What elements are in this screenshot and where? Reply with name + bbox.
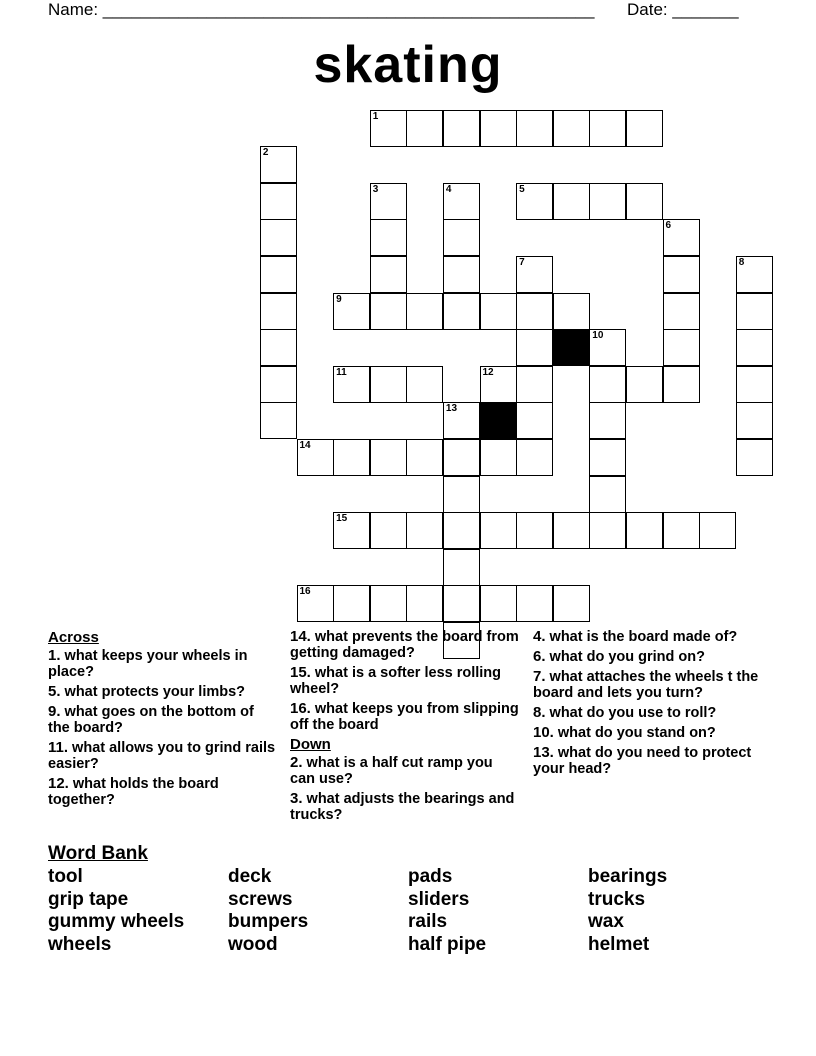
- clue-number-label: 13.: [533, 744, 554, 761]
- grid-cell[interactable]: [589, 366, 626, 403]
- grid-cell[interactable]: [370, 366, 407, 403]
- black-cell: [553, 329, 590, 366]
- grid-cell[interactable]: [589, 402, 626, 439]
- grid-cell[interactable]: [516, 293, 553, 330]
- clue: [533, 649, 773, 665]
- grid-cell[interactable]: [297, 439, 334, 476]
- grid-cell[interactable]: [589, 476, 626, 513]
- clue-number-label: 5.: [48, 683, 61, 700]
- grid-cell[interactable]: [443, 439, 480, 476]
- word-bank-item: grip tape: [48, 888, 129, 910]
- grid-cell[interactable]: [370, 219, 407, 256]
- grid-cell[interactable]: [260, 402, 297, 439]
- grid-cell[interactable]: [260, 146, 297, 183]
- clue-text: what do you stand on?: [553, 725, 716, 741]
- clue-text: what adjusts the bearings and trucks?: [290, 791, 515, 823]
- grid-cell[interactable]: [443, 293, 480, 330]
- clue-number: 2: [262, 147, 269, 159]
- grid-cell[interactable]: [406, 512, 443, 549]
- grid-cell[interactable]: [553, 183, 590, 220]
- grid-cell[interactable]: [443, 512, 480, 549]
- clue-number: 3: [372, 183, 379, 195]
- clue-text: what protects your limbs?: [60, 684, 246, 700]
- clue-text: what holds the board together?: [48, 776, 219, 808]
- grid-cell[interactable]: [663, 293, 700, 330]
- clue-number-label: 10.: [533, 724, 554, 741]
- grid-cell[interactable]: [480, 293, 517, 330]
- grid-cell[interactable]: [370, 110, 407, 147]
- clue-text: what is a half cut ramp you can use?: [290, 755, 493, 787]
- grid-cell[interactable]: [260, 366, 297, 403]
- grid-cell[interactable]: [333, 366, 370, 403]
- grid-cell[interactable]: [516, 366, 553, 403]
- clue-number: 12: [482, 366, 494, 378]
- clue-number: 7: [519, 256, 525, 268]
- grid-cell[interactable]: [260, 293, 297, 330]
- grid-cell[interactable]: [553, 585, 590, 622]
- grid-cell[interactable]: [626, 110, 663, 147]
- grid-cell[interactable]: [260, 256, 297, 293]
- grid-cell[interactable]: [333, 512, 370, 549]
- grid-cell[interactable]: [406, 585, 443, 622]
- across-heading: Across: [48, 629, 99, 646]
- clue-number: 5: [519, 183, 525, 195]
- clue-text: what goes on the bottom of the board?: [48, 704, 254, 736]
- grid-cell[interactable]: [736, 402, 773, 439]
- clue-number-label: 8.: [533, 704, 546, 721]
- clue-number-label: 12.: [48, 775, 69, 792]
- clue: [290, 665, 520, 697]
- grid-cell[interactable]: [443, 219, 480, 256]
- grid-cell[interactable]: [663, 512, 700, 549]
- grid-cell[interactable]: [663, 329, 700, 366]
- clue: [48, 704, 278, 736]
- word-bank-item: sliders: [408, 888, 470, 910]
- clue-text: what prevents the board from getting damaged?: [290, 629, 519, 661]
- grid-cell[interactable]: [370, 293, 407, 330]
- grid-cell[interactable]: [736, 256, 773, 293]
- grid-cell[interactable]: [626, 512, 663, 549]
- clue-number: 13: [445, 403, 458, 415]
- grid-cell[interactable]: [663, 256, 700, 293]
- grid-cell[interactable]: [626, 366, 663, 403]
- grid-cell[interactable]: [260, 219, 297, 256]
- clues-column-2: [290, 627, 520, 827]
- grid-cell[interactable]: [516, 329, 553, 366]
- clue-number-label: 11.: [48, 739, 69, 756]
- clue: [533, 745, 773, 777]
- name-line: Name: ____________________________________________________: [48, 0, 595, 19]
- grid-cell[interactable]: [443, 402, 480, 439]
- grid-cell[interactable]: [553, 110, 590, 147]
- word-bank-item: gummy wheels: [48, 911, 185, 933]
- date-line: Date: _______: [627, 0, 739, 19]
- clue: [290, 701, 520, 733]
- clue-text: what do you use to roll?: [545, 705, 717, 721]
- grid-cell[interactable]: [516, 402, 553, 439]
- clue: [533, 705, 773, 721]
- grid-cell[interactable]: [370, 439, 407, 476]
- word-bank-item: trucks: [588, 888, 646, 910]
- clue: [48, 776, 278, 808]
- clue-number: 14: [299, 439, 311, 451]
- word-bank-item: wheels: [48, 934, 112, 956]
- word-bank-item: wood: [228, 934, 278, 956]
- grid-cell[interactable]: [406, 110, 443, 147]
- grid-cell[interactable]: [553, 512, 590, 549]
- grid-cell[interactable]: [516, 512, 553, 549]
- word-bank-item: pads: [408, 866, 453, 887]
- clue-number: 6: [665, 220, 672, 232]
- grid-cell[interactable]: [589, 329, 626, 366]
- clue-number-label: 15.: [290, 664, 311, 681]
- grid-cell[interactable]: [553, 293, 590, 330]
- word-bank-item: deck: [228, 866, 272, 887]
- grid-cell[interactable]: [406, 293, 443, 330]
- grid-cell[interactable]: [589, 183, 626, 220]
- clue-number: 10: [592, 330, 604, 342]
- clues-column-1: [48, 627, 278, 812]
- grid-cell[interactable]: [663, 219, 700, 256]
- clue-number-label: 16.: [290, 700, 311, 717]
- page-title: skating: [313, 36, 503, 94]
- grid-cell[interactable]: [736, 439, 773, 476]
- clue-number-label: 1.: [48, 647, 61, 664]
- clue-number: 16: [299, 586, 311, 598]
- clue-text: what is a softer less rolling wheel?: [290, 665, 502, 697]
- clue: [290, 629, 520, 661]
- grid-cell[interactable]: [333, 293, 370, 330]
- grid-cell[interactable]: [480, 439, 517, 476]
- clue-number-label: 7.: [533, 668, 546, 685]
- clue-number-label: 14.: [290, 628, 311, 645]
- clue-text: what is the board made of?: [545, 629, 738, 645]
- grid-cell[interactable]: [699, 512, 736, 549]
- clue-number: 1: [372, 110, 379, 122]
- clue: [48, 648, 278, 680]
- clue: [48, 740, 278, 772]
- clue-text: what keeps your wheels in place?: [48, 648, 248, 680]
- grid-cell[interactable]: [589, 439, 626, 476]
- word-bank-title: Word Bank: [48, 843, 148, 864]
- grid-cell[interactable]: [370, 256, 407, 293]
- grid-cell[interactable]: [370, 183, 407, 220]
- clue-number-label: 6.: [533, 648, 546, 665]
- word-bank-item: tool: [48, 866, 83, 887]
- clue: [290, 755, 520, 787]
- grid-cell[interactable]: [589, 110, 626, 147]
- grid-cell[interactable]: [443, 549, 480, 586]
- grid-cell[interactable]: [516, 110, 553, 147]
- clue: [533, 629, 773, 645]
- word-bank-item: helmet: [588, 934, 650, 956]
- clue-number-label: 3.: [290, 790, 303, 807]
- clue-text: what attaches the wheels t the board and lets you turn?: [533, 669, 759, 701]
- grid-cell[interactable]: [626, 183, 663, 220]
- grid-cell[interactable]: [663, 366, 700, 403]
- grid-cell[interactable]: [516, 585, 553, 622]
- clue-text: what keeps you from slipping off the board: [290, 701, 519, 733]
- grid-cell[interactable]: [736, 329, 773, 366]
- grid-cell[interactable]: [516, 256, 553, 293]
- grid-cell[interactable]: [443, 183, 480, 220]
- grid-cell[interactable]: [443, 110, 480, 147]
- word-bank-item: rails: [408, 911, 448, 933]
- clue-text: what allows you to grind rails easier?: [48, 740, 276, 772]
- clue-number: 8: [738, 256, 745, 268]
- clue-number-label: 2.: [290, 754, 303, 771]
- black-cell: [480, 402, 517, 439]
- clue-number-label: 9.: [48, 703, 61, 720]
- grid-cell[interactable]: [297, 585, 334, 622]
- clue-number-label: 4.: [533, 628, 546, 645]
- grid-cell[interactable]: [589, 512, 626, 549]
- clues-column-3: [533, 627, 773, 781]
- grid-cell[interactable]: [516, 183, 553, 220]
- grid-cell[interactable]: [406, 439, 443, 476]
- clue: [533, 669, 773, 701]
- clue-text: what do you need to protect your head?: [533, 745, 752, 777]
- grid-cell[interactable]: [370, 512, 407, 549]
- clue-number: 9: [336, 293, 342, 305]
- clue-number: 11: [336, 366, 347, 378]
- grid-cell[interactable]: [480, 585, 517, 622]
- clue: [48, 684, 278, 700]
- grid-cell[interactable]: [480, 366, 517, 403]
- grid-cell[interactable]: [443, 476, 480, 513]
- clue-number: 4: [445, 183, 452, 195]
- down-heading: Down: [290, 736, 331, 753]
- grid-cell[interactable]: [406, 366, 443, 403]
- grid-cell[interactable]: [736, 293, 773, 330]
- clue: [533, 725, 773, 741]
- grid-cell[interactable]: [480, 512, 517, 549]
- word-bank-item: wax: [588, 911, 624, 933]
- grid-cell[interactable]: [443, 256, 480, 293]
- word-bank-item: screws: [228, 888, 293, 910]
- grid-cell[interactable]: [333, 439, 370, 476]
- grid-cell[interactable]: [516, 439, 553, 476]
- word-bank-item: half pipe: [408, 934, 487, 956]
- clue-text: what do you grind on?: [545, 649, 705, 665]
- grid-cell[interactable]: [370, 585, 407, 622]
- word-bank-item: bearings: [588, 866, 668, 887]
- grid-cell[interactable]: [260, 329, 297, 366]
- clue-number: 15: [336, 513, 348, 525]
- word-bank-item: bumpers: [228, 911, 309, 933]
- clue: [290, 791, 520, 823]
- grid-cell[interactable]: [260, 183, 297, 220]
- grid-cell[interactable]: [333, 585, 370, 622]
- grid-cell[interactable]: [443, 585, 480, 622]
- grid-cell[interactable]: [736, 366, 773, 403]
- grid-cell[interactable]: [480, 110, 517, 147]
